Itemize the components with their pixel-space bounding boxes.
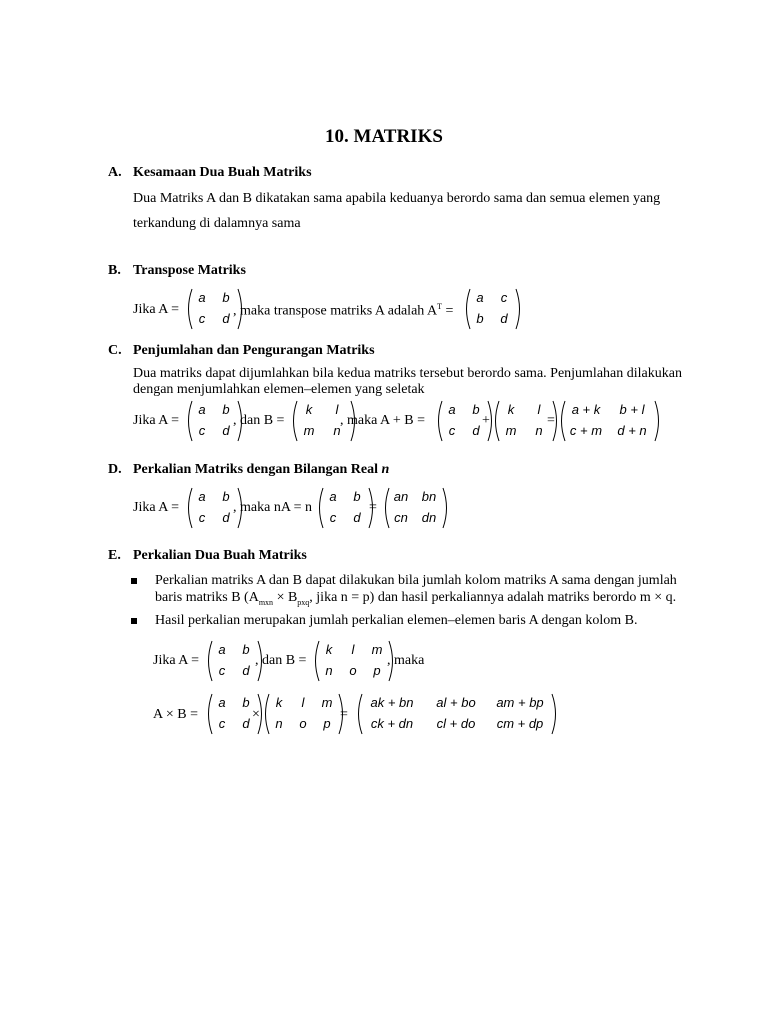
matrix-product <box>355 693 559 735</box>
matrix-a-transpose <box>463 288 523 330</box>
label-a-times-b: A × B = <box>153 707 198 722</box>
matrix-cell: l <box>537 402 541 417</box>
matrix-cell: d <box>222 311 230 326</box>
left-paren-icon <box>185 288 193 330</box>
matrix-cell: l <box>351 642 355 657</box>
right-paren-icon <box>515 288 523 330</box>
bullet1-text-mid: × B <box>273 590 298 605</box>
matrix-a <box>316 487 376 529</box>
left-paren-icon <box>316 487 324 529</box>
equals-sign: = <box>445 303 454 319</box>
matrix-cell: n <box>325 663 333 678</box>
matrix-cell: l <box>301 695 305 710</box>
matrix-cell: d <box>222 423 230 438</box>
page-title: 10. MATRIKS <box>325 126 443 147</box>
matrix-cell: d <box>500 311 508 326</box>
matrix-cell: a <box>198 489 206 504</box>
section-a-line1: Dua Matriks A dan B dikatakan sama apabila keduanya berordo sama dan semua elemen yang <box>133 191 661 206</box>
matrix-cell: d <box>222 510 230 525</box>
matrix-cell: k <box>507 402 515 417</box>
left-paren-icon <box>355 693 363 735</box>
matrix-cell: a <box>476 290 484 305</box>
section-letter: B. <box>108 263 121 278</box>
matrix-cell: b <box>242 642 250 657</box>
label-maka-a-plus-b: , maka A + B = <box>340 413 426 428</box>
equals-sign: = <box>369 500 377 515</box>
matrix-cell: al + bo <box>436 695 476 710</box>
matrix-cell: c <box>218 716 226 731</box>
matrix-cell: p <box>373 663 381 678</box>
section-title: Kesamaan Dua Buah Matriks <box>133 165 312 180</box>
matrix-cell: c <box>198 423 206 438</box>
equals-sign: = <box>340 707 348 722</box>
matrix-cell: ak + bn <box>370 695 414 710</box>
matrix-cell: d <box>353 510 361 525</box>
left-paren-icon <box>382 487 390 529</box>
matrix-cell: ck + dn <box>370 716 414 731</box>
matrix-cell: dn <box>421 510 437 525</box>
section-letter: D. <box>108 462 122 477</box>
matrix-cell: a + k <box>571 402 601 417</box>
section-title: Transpose Matriks <box>133 263 246 278</box>
matrix-cell: cl + do <box>436 716 476 731</box>
matrix-cell: c <box>448 423 456 438</box>
matrix-cell: n <box>535 423 543 438</box>
matrix-cell: c + m <box>569 423 603 438</box>
matrix-cell: c <box>198 510 206 525</box>
matrix-cell: l <box>335 402 339 417</box>
section-a-heading <box>108 165 312 181</box>
matrix-b <box>262 693 346 735</box>
section-d-heading <box>108 462 389 478</box>
left-paren-icon <box>205 693 213 735</box>
matrix-cell: k <box>275 695 283 710</box>
matrix-cell: a <box>329 489 337 504</box>
matrix-cell: k <box>305 402 313 417</box>
matrix-cell: p <box>323 716 331 731</box>
matrix-cell: a <box>198 402 206 417</box>
section-c-heading <box>108 343 375 359</box>
matrix-cell: b <box>242 695 250 710</box>
section-title: Penjumlahan dan Pengurangan Matriks <box>133 343 375 358</box>
matrix-cell: cn <box>394 510 408 525</box>
matrix-cell: b <box>353 489 361 504</box>
section-b-heading <box>108 263 246 279</box>
right-paren-icon <box>442 487 450 529</box>
matrix-cell: o <box>299 716 307 731</box>
plus-sign: + <box>482 413 490 428</box>
matrix-cell: am + bp <box>496 695 544 710</box>
superscript-t: T <box>437 302 443 311</box>
matrix-cell: b <box>222 489 230 504</box>
subscript-pxq: pxq <box>297 597 310 607</box>
left-paren-icon <box>463 288 471 330</box>
matrix-cell: k <box>325 642 333 657</box>
left-paren-icon <box>558 400 566 442</box>
matrix-cell: bn <box>421 489 437 504</box>
label-jika-a: Jika A = <box>153 653 200 668</box>
matrix-cell: b <box>222 402 230 417</box>
matrix-cell: c <box>500 290 508 305</box>
left-paren-icon <box>290 400 298 442</box>
matrix-cell: b <box>472 402 480 417</box>
label-transpose-text: , maka transpose matriks A adalah A <box>233 303 438 319</box>
label-dan-b: , dan B = <box>233 413 285 428</box>
right-paren-icon <box>551 693 559 735</box>
section-c-line1: Dua matriks dapat dijumlahkan bila kedua matriks tersebut berordo sama. Penjumlahan dilakukan <box>133 366 682 381</box>
section-letter: E. <box>108 548 121 563</box>
left-paren-icon <box>185 400 193 442</box>
matrix-cell: a <box>218 695 226 710</box>
section-c-line2: dengan menjumlahkan elemen–elemen yang seletak <box>133 382 425 397</box>
label-transpose <box>233 302 453 320</box>
matrix-cell: a <box>448 402 456 417</box>
matrix-cell: d <box>242 716 250 731</box>
right-paren-icon <box>654 400 662 442</box>
section-letter: C. <box>108 343 122 358</box>
label-jika-a: Jika A = <box>133 302 180 317</box>
label-maka: , maka <box>387 653 425 668</box>
left-paren-icon <box>492 400 500 442</box>
matrix-cell: m <box>303 423 315 438</box>
matrix-cell: c <box>218 663 226 678</box>
matrix-sum <box>558 400 662 442</box>
matrix-cell: d <box>472 423 480 438</box>
left-paren-icon <box>205 640 213 682</box>
bullet1-line2 <box>155 590 676 607</box>
section-title: Perkalian Matriks dengan Bilangan Real <box>133 462 382 477</box>
section-e-heading <box>108 548 307 564</box>
bullet2-text: Hasil perkalian merupakan jumlah perkalian elemen–elemen baris A dengan kolom B. <box>155 613 638 628</box>
bullet1-text-post: , jika n = p) dan hasil perkaliannya adalah matriks berordo m × q. <box>309 590 677 605</box>
bullet1-text-pre: baris matriks B (A <box>155 590 259 605</box>
matrix-cell: m <box>505 423 517 438</box>
matrix-cell: d <box>242 663 250 678</box>
matrix-cell: b <box>222 290 230 305</box>
matrix-cell: cm + dp <box>496 716 544 731</box>
bullet-icon <box>131 618 137 624</box>
left-paren-icon <box>262 693 270 735</box>
left-paren-icon <box>185 487 193 529</box>
bullet-icon <box>131 578 137 584</box>
section-letter: A. <box>108 165 122 180</box>
matrix-cell: m <box>321 695 333 710</box>
matrix-cell: d + n <box>617 423 647 438</box>
equals-sign: = <box>547 413 555 428</box>
section-title-n: n <box>381 462 390 477</box>
matrix-cell: m <box>371 642 383 657</box>
left-paren-icon <box>312 640 320 682</box>
matrix-cell: b + l <box>619 402 645 417</box>
times-sign: × <box>252 707 260 722</box>
subscript-mxn: mxn <box>258 597 274 607</box>
matrix-cell: n <box>333 423 341 438</box>
matrix-cell: c <box>329 510 337 525</box>
section-title: Perkalian Dua Buah Matriks <box>133 548 307 563</box>
section-a-line2: terkandung di dalamnya sama <box>133 216 301 231</box>
matrix-cell: a <box>218 642 226 657</box>
matrix-cell: an <box>393 489 409 504</box>
matrix-cell: b <box>476 311 484 326</box>
matrix-cell: o <box>349 663 357 678</box>
matrix-cell: n <box>275 716 283 731</box>
bullet1-line1: Perkalian matriks A dan B dapat dilakukan bila jumlah kolom matriks A sama dengan jumlah <box>155 573 677 588</box>
label-jika-a: Jika A = <box>133 413 180 428</box>
label-jika-a: Jika A = <box>133 500 180 515</box>
matrix-na <box>382 487 450 529</box>
label-dan-b: , dan B = <box>255 653 307 668</box>
left-paren-icon <box>435 400 443 442</box>
label-maka-na: , maka nA = n <box>233 500 313 515</box>
matrix-cell: a <box>198 290 206 305</box>
matrix-cell: c <box>198 311 206 326</box>
matrix-b <box>312 640 396 682</box>
